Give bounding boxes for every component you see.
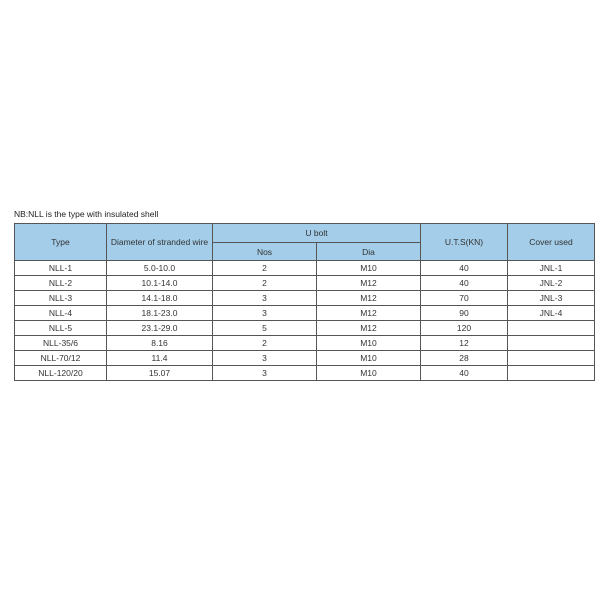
cell-uts: 28 [421,351,508,366]
cell-diameter: 14.1-18.0 [107,291,213,306]
cell-diameter: 11.4 [107,351,213,366]
cell-uts: 70 [421,291,508,306]
table-row [15,321,595,336]
cell-dia: M12 [317,321,421,336]
cell-cover: JNL-4 [508,306,595,321]
table-row [15,306,595,321]
header-diameter: Diameter of stranded wire [107,224,213,261]
table-row [15,366,595,381]
cell-dia: M12 [317,306,421,321]
cell-uts: 12 [421,336,508,351]
table-row [15,336,595,351]
cell-nos: 5 [213,321,317,336]
header-u-bolt: U bolt [213,224,421,243]
cell-type: NLL-70/12 [15,351,107,366]
cell-type: NLL-5 [15,321,107,336]
cell-cover [508,351,595,366]
cell-cover: JNL-2 [508,276,595,291]
cell-diameter: 8.16 [107,336,213,351]
header-uts: U.T.S(KN) [421,224,508,261]
cell-type: NLL-35/6 [15,336,107,351]
cell-uts: 120 [421,321,508,336]
cell-uts: 40 [421,276,508,291]
table-note: NB:NLL is the type with insulated shell [14,209,159,219]
table-row [15,261,595,276]
cell-type: NLL-2 [15,276,107,291]
cell-diameter: 10.1-14.0 [107,276,213,291]
cell-diameter: 18.1-23.0 [107,306,213,321]
cell-dia: M10 [317,366,421,381]
cell-type: NLL-3 [15,291,107,306]
table-row [15,291,595,306]
cell-dia: M10 [317,336,421,351]
cell-diameter: 15.07 [107,366,213,381]
cell-diameter: 5.0-10.0 [107,261,213,276]
cell-cover: JNL-3 [508,291,595,306]
cell-diameter: 23.1-29.0 [107,321,213,336]
cell-dia: M10 [317,351,421,366]
cell-nos: 3 [213,291,317,306]
spec-table [14,223,595,381]
cell-nos: 2 [213,336,317,351]
header-nos: Nos [213,243,317,261]
cell-nos: 3 [213,351,317,366]
cell-uts: 90 [421,306,508,321]
header-dia: Dia [317,243,421,261]
cell-type: NLL-4 [15,306,107,321]
header-type: Type [15,224,107,261]
cell-cover [508,321,595,336]
cell-nos: 3 [213,366,317,381]
cell-cover [508,366,595,381]
cell-dia: M12 [317,291,421,306]
cell-type: NLL-1 [15,261,107,276]
cell-cover: JNL-1 [508,261,595,276]
cell-uts: 40 [421,366,508,381]
cell-type: NLL-120/20 [15,366,107,381]
cell-nos: 2 [213,261,317,276]
cell-dia: M12 [317,276,421,291]
header-row [15,224,595,243]
table-row [15,351,595,366]
cell-nos: 2 [213,276,317,291]
cell-uts: 40 [421,261,508,276]
table-row [15,276,595,291]
cell-dia: M10 [317,261,421,276]
cell-cover [508,336,595,351]
cell-nos: 3 [213,306,317,321]
header-cover: Cover used [508,224,595,261]
